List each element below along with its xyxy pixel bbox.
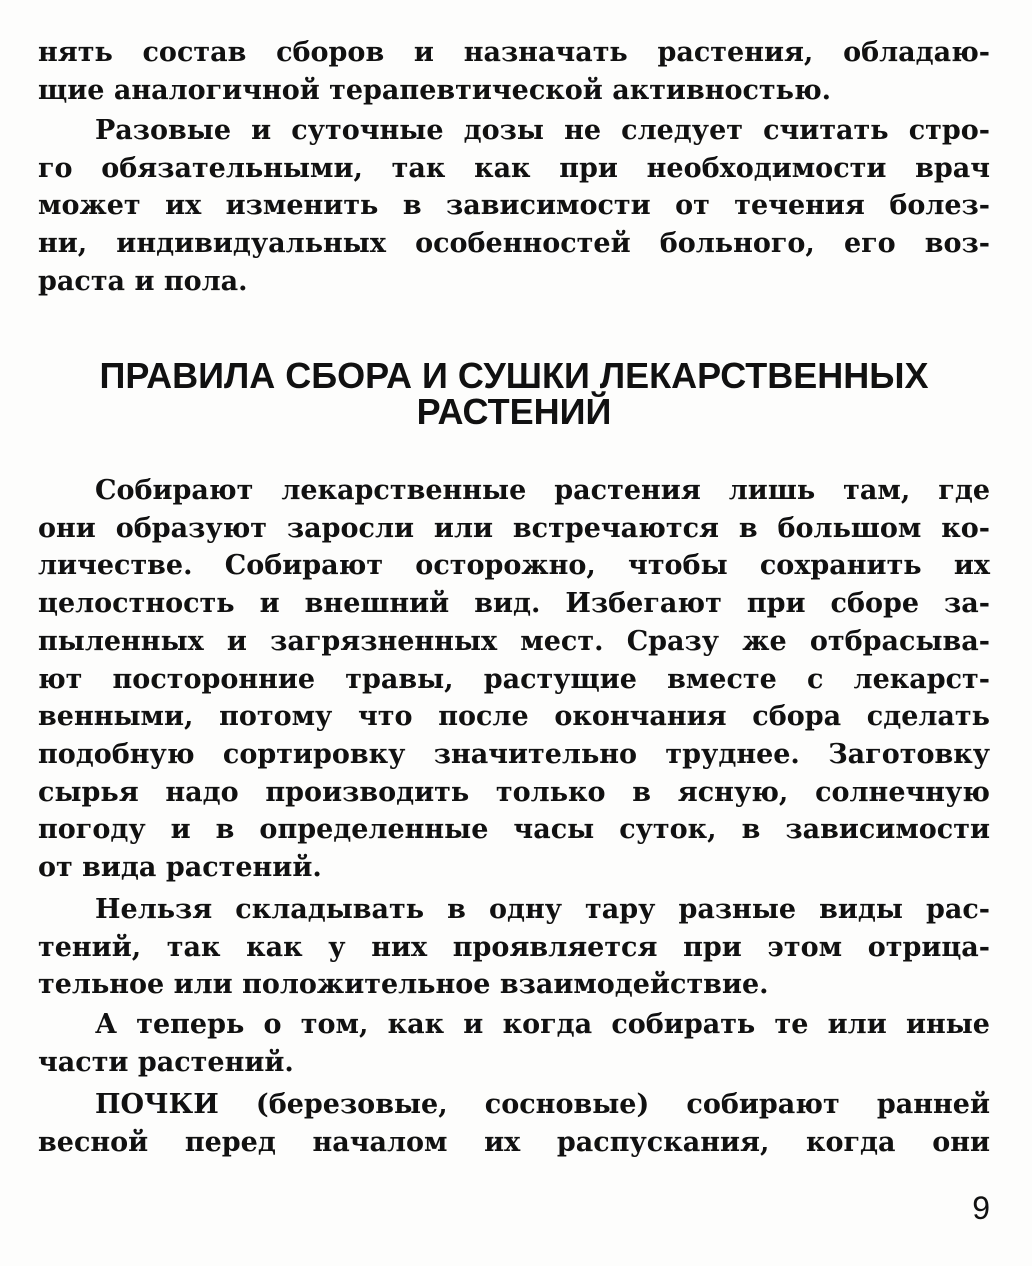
text-line: пыленных и загрязненных мест. Сразу же отбрасыва- [38, 625, 990, 657]
paragraph-buds [38, 1086, 990, 1161]
text-line: тений, так как у них проявляется при этом отрица- [38, 931, 990, 963]
text-line: ПОЧКИ (березовые, сосновые) собирают ранней [95, 1089, 990, 1120]
paragraph-collection [38, 472, 990, 887]
text-line: от вида растений. [38, 852, 322, 884]
text-line: части растений. [38, 1046, 294, 1078]
paragraph-continued [38, 34, 990, 109]
paragraph-doses [38, 112, 990, 301]
text-line: сырья надо производить только в ясную, солнечную [38, 776, 990, 808]
text-line: нять состав сборов и назначать растения, обладаю- [38, 37, 990, 68]
section-heading [38, 355, 990, 432]
heading-line: РАСТЕНИЙ [416, 391, 612, 432]
text-line: венными, потому что после окончания сбора сделать [38, 701, 990, 733]
text-line: весной перед началом их распускания, когда они [38, 1126, 990, 1158]
text-line: Нельзя складывать в одну тару разные виды рас- [95, 894, 990, 925]
text-line: погоду и в определенные часы суток, в зависимости [38, 814, 990, 846]
paragraph-intro [38, 1006, 990, 1081]
text-line: Собирают лекарственные растения лишь там, где [95, 475, 990, 506]
text-line: раста и пола. [38, 265, 248, 297]
text-line: личестве. Собирают осторожно, чтобы сохранить их [38, 550, 990, 582]
text-line: они образуют заросли или встречаются в большом ко- [38, 512, 990, 544]
text-line: ни, индивидуальных особенностей больного, его воз- [38, 228, 990, 260]
paragraph-containers [38, 891, 990, 1004]
text-line: щие аналогичной терапевтической активностью. [38, 74, 832, 106]
text-line: го обязательными, так как при необходимости врач [38, 152, 990, 184]
page-number: 9 [972, 1190, 990, 1226]
text-line: ют посторонние травы, растущие вместе с лекарст- [38, 663, 990, 695]
text-line: А теперь о том, как и когда собирать те или иные [95, 1009, 990, 1040]
text-line: подобную сортировку значительно труднее. Заготовку [38, 738, 990, 770]
heading-line: ПРАВИЛА СБОРА И СУШКИ ЛЕКАРСТВЕННЫХ [99, 355, 929, 396]
text-line: может их изменить в зависимости от течения болез- [38, 190, 990, 222]
text-line: Разовые и суточные дозы не следует считать стро- [95, 115, 990, 146]
text-line: тельное или положительное взаимодействие. [38, 969, 769, 1001]
text-line: целостность и внешний вид. Избегают при сборе за- [38, 588, 990, 620]
